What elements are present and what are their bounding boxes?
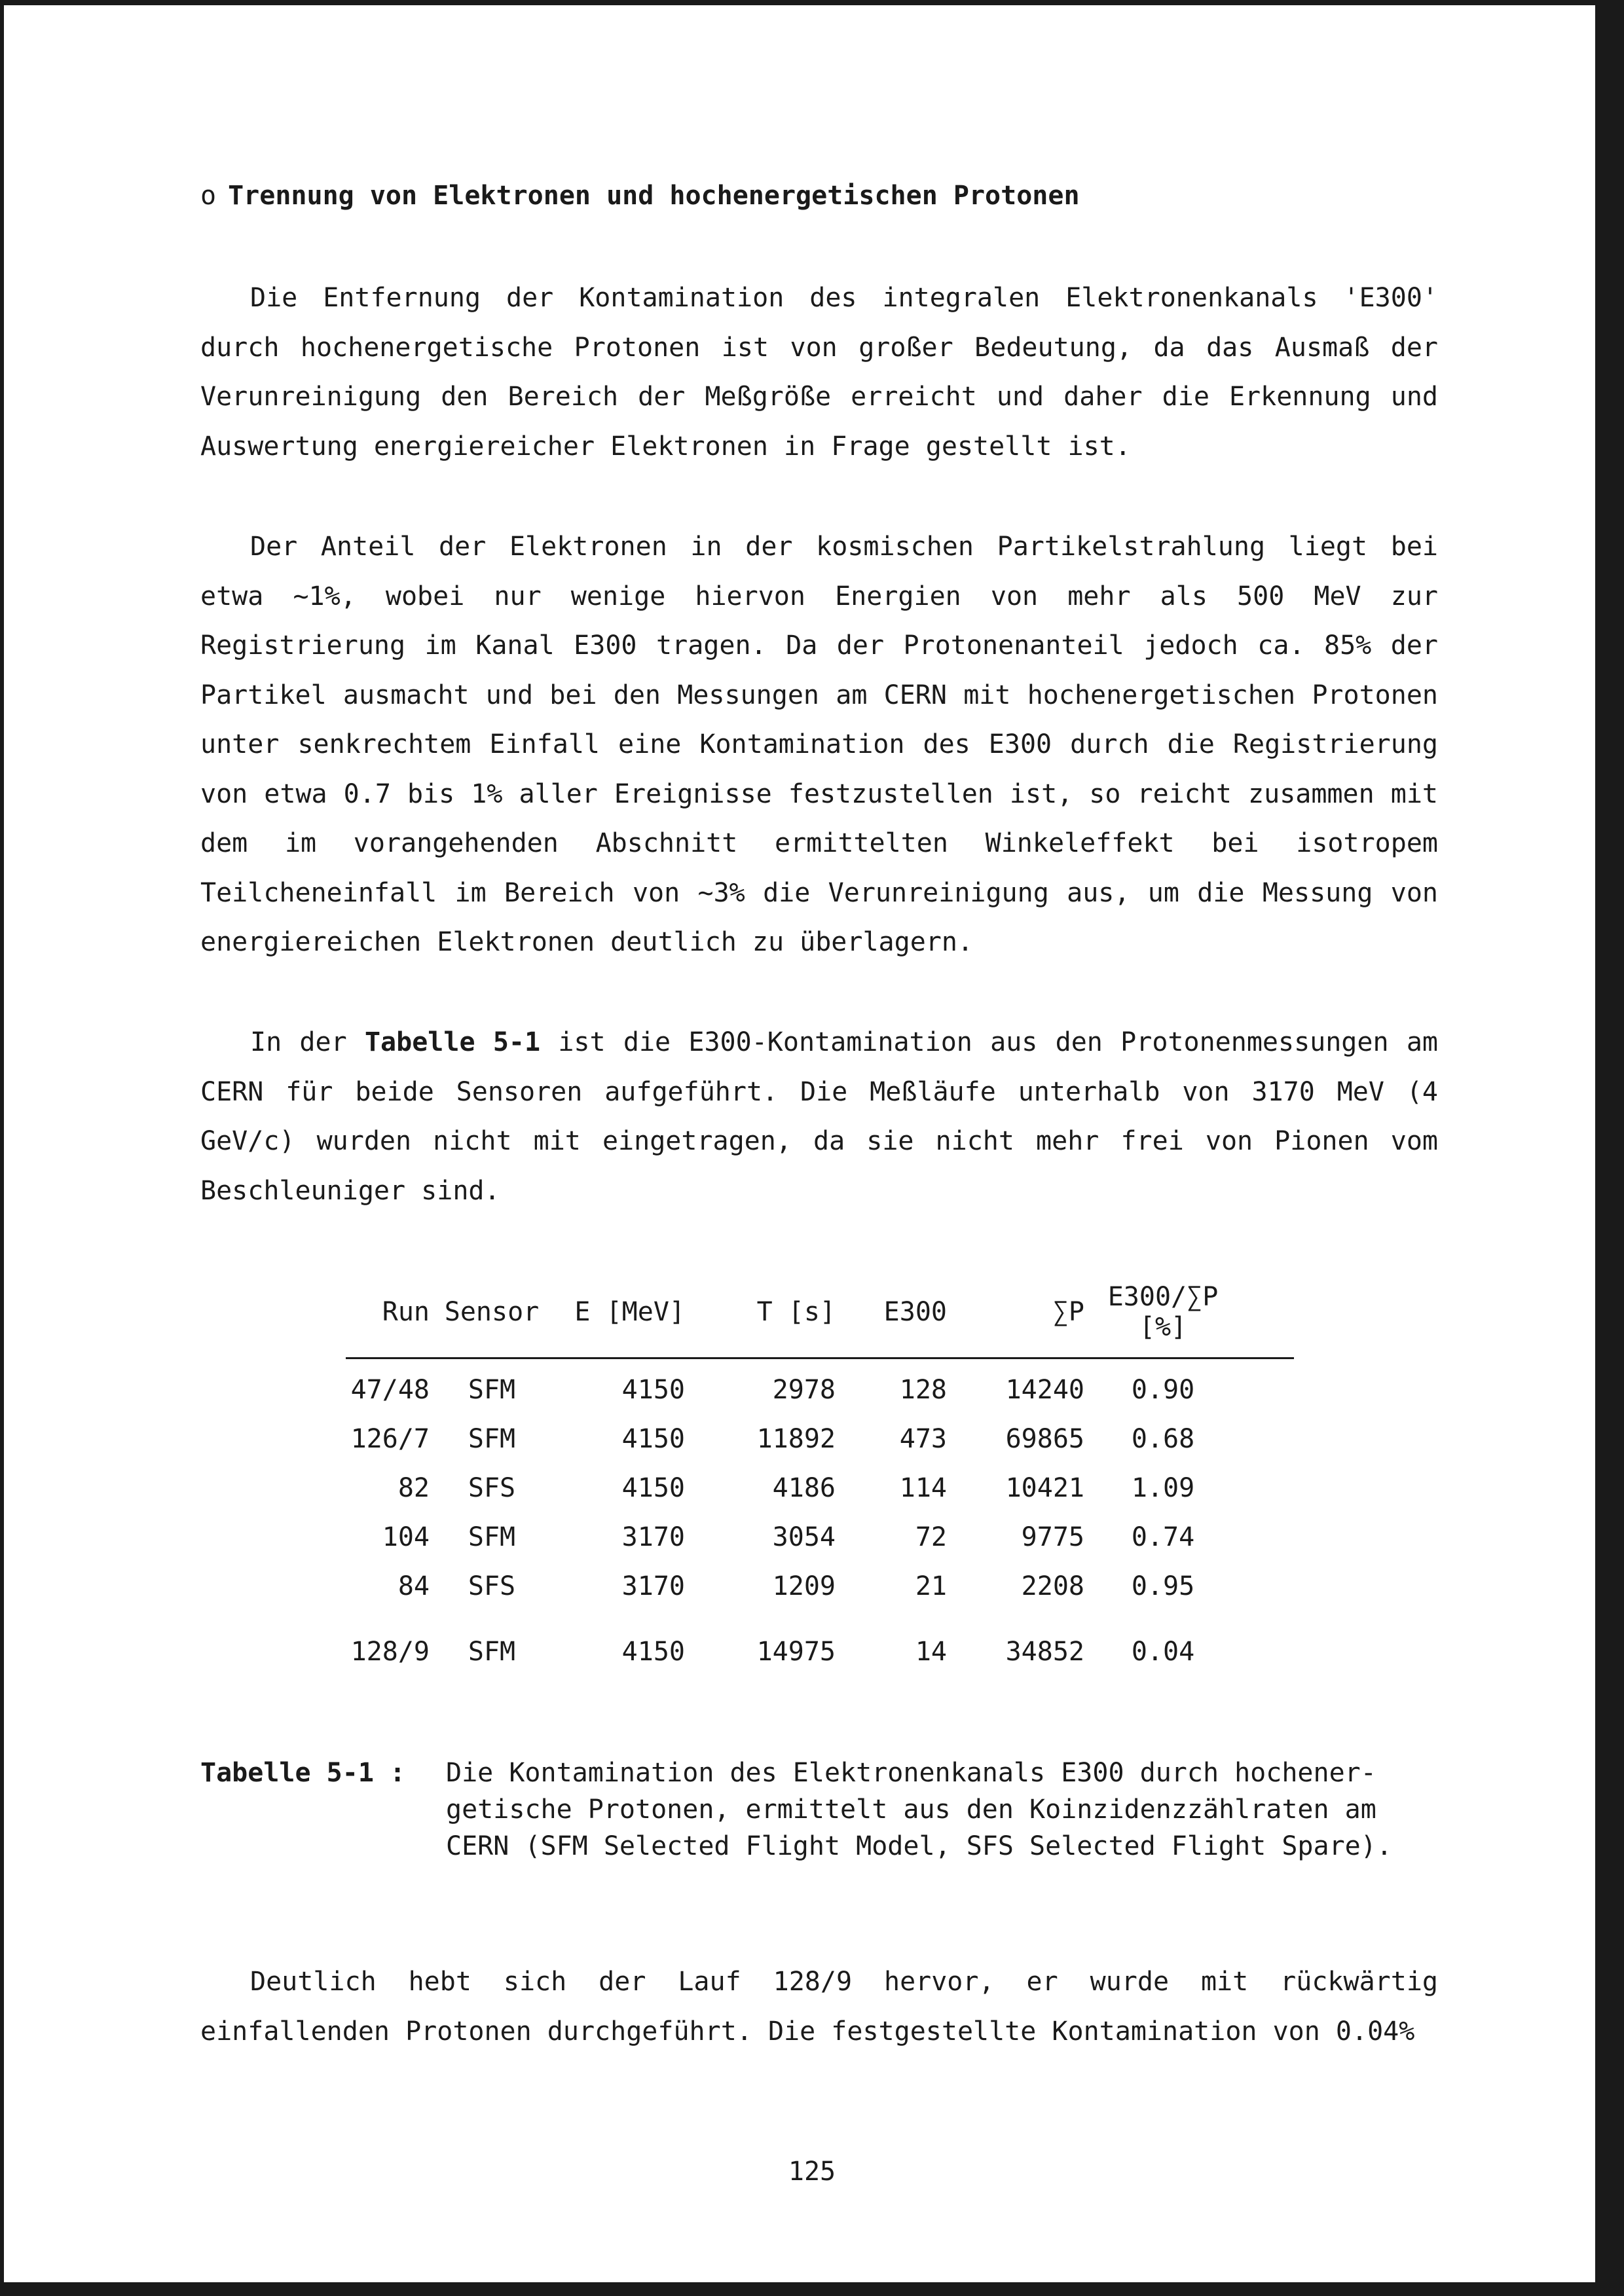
cell-e300: 114 — [899, 1472, 947, 1503]
contamination-table — [331, 1282, 1242, 1676]
paragraph-table-reference — [200, 1018, 1438, 1216]
cell-ratio: 1.09 — [1131, 1472, 1195, 1503]
header-ratio: E300/∑P [%] — [1107, 1282, 1219, 1342]
table-reference-link: Tabelle 5-1 — [364, 1027, 541, 1057]
cell-run: 128/9 — [350, 1636, 430, 1667]
cell-energy: 4150 — [621, 1636, 685, 1667]
cell-ratio: 0.68 — [1131, 1423, 1195, 1454]
table-header-row — [331, 1282, 1242, 1365]
caption-label: Tabelle 5-1 : — [200, 1758, 406, 1788]
paragraph-contamination-intro: Die Entfernung der Kontamination des integralen Elektronenkanals 'E300' durch hochenergetische Protonen ist von großer Bedeutung, da das Ausmaß der Verunreinigung den Bereich der Meßgröße erreicht und daher die Erkennung und Auswertung energiereicher Elektronen in Frage gestellt ist. — [200, 283, 1438, 462]
cell-energy: 3170 — [621, 1522, 685, 1552]
cell-e300: 128 — [899, 1374, 947, 1405]
cell-sum-p: 34852 — [1005, 1636, 1084, 1667]
cell-e300: 21 — [915, 1571, 947, 1601]
cell-energy: 4150 — [621, 1472, 685, 1503]
paragraph-table-reference-prefix: In der — [250, 1027, 347, 1057]
heading-bullet: o — [200, 181, 217, 211]
cell-energy: 3170 — [621, 1571, 685, 1601]
table-row — [331, 1611, 1242, 1676]
cell-ratio: 0.95 — [1131, 1571, 1195, 1601]
table-header-rule — [346, 1357, 1294, 1359]
cell-e300: 72 — [915, 1522, 947, 1552]
table-row — [331, 1561, 1242, 1611]
cell-run: 104 — [382, 1522, 430, 1552]
section-heading — [200, 181, 1080, 211]
cell-sum-p: 14240 — [1005, 1374, 1084, 1405]
cell-e300: 473 — [899, 1423, 947, 1454]
table-row — [331, 1414, 1242, 1463]
header-sensor: Sensor — [444, 1297, 540, 1327]
paragraph-electron-share: Der Anteil der Elektronen in der kosmischen Partikelstrahlung liegt bei etwa ~1%, wobei nur wenige hiervon Energien von mehr als 500 MeV zur Registrierung im Kanal E300 tragen. Da der Protonenanteil jedoch ca. 85% der Partikel ausmacht und bei den Messungen am CERN mit hochenergetischen Protonen unter senkrechtem Einfall eine Kontamination des E300 durch die Registrierung von etwa 0.7 bis 1% aller Ereignisse festzustellen ist, so reicht zusammen mit dem im vorangehenden Abschnitt ermittelten Winkeleffekt bei isotropem Teilcheneinfall im Bereich von ~3% die Verunreinigung aus, um die Messung von energiereichen Elektronen deutlich zu überlagern. — [200, 532, 1438, 957]
caption-line: CERN (SFM Selected Flight Model, SFS Selected Flight Spare). — [446, 1831, 1392, 1861]
cell-run: 47/48 — [350, 1374, 430, 1405]
header-time: T [s] — [756, 1297, 836, 1327]
cell-ratio: 0.90 — [1131, 1374, 1195, 1405]
cell-sum-p: 2208 — [1021, 1571, 1084, 1601]
header-e300: E300 — [883, 1297, 947, 1327]
cell-sensor: SFM — [468, 1423, 516, 1454]
cell-sum-p: 69865 — [1005, 1423, 1084, 1454]
cell-sensor: SFS — [468, 1472, 516, 1503]
table-row — [331, 1512, 1242, 1561]
cell-ratio: 0.74 — [1131, 1522, 1195, 1552]
cell-time: 1209 — [772, 1571, 836, 1601]
cell-time: 4186 — [772, 1472, 836, 1503]
cell-sensor: SFM — [468, 1374, 516, 1405]
cell-time: 11892 — [756, 1423, 836, 1454]
cell-ratio: 0.04 — [1131, 1636, 1195, 1667]
heading-title: Trennung von Elektronen und hochenergetischen Protonen — [228, 181, 1080, 211]
cell-e300: 14 — [915, 1636, 947, 1667]
cell-time: 14975 — [756, 1636, 836, 1667]
cell-energy: 4150 — [621, 1423, 685, 1454]
cell-run: 126/7 — [350, 1423, 430, 1454]
cell-sensor: SFM — [468, 1522, 516, 1552]
caption-line: Die Kontamination des Elektronenkanals E300 durch hochener- — [446, 1758, 1376, 1788]
cell-time: 3054 — [772, 1522, 836, 1552]
cell-sensor: SFS — [468, 1571, 516, 1601]
caption-line: getische Protonen, ermittelt aus den Koinzidenzzählraten am — [446, 1795, 1376, 1825]
cell-time: 2978 — [772, 1374, 836, 1405]
paragraph-table-reference-rest: ist die E300-Kontamination aus den Protonenmessungen am CERN für beide Sensoren aufgeführt. Die Meßläufe unterhalb von 3170 MeV (4 GeV/c) wurden nicht mit eingetragen, da sie nicht mehr frei von Pionen vom Beschleuniger sind. — [200, 1027, 1438, 1206]
cell-sum-p: 10421 — [1005, 1472, 1084, 1503]
header-run: Run — [382, 1297, 430, 1327]
cell-energy: 4150 — [621, 1374, 685, 1405]
header-sum-p: ∑P — [1052, 1297, 1084, 1327]
paragraph-run-128-9: Deutlich hebt sich der Lauf 128/9 hervor, er wurde mit rückwärtig einfallenden Protonen durchgeführt. Die festgestellte Kontamination von 0.04% — [200, 1967, 1438, 2047]
cell-run: 82 — [397, 1472, 430, 1503]
cell-sensor: SFM — [468, 1636, 516, 1667]
document-page — [4, 5, 1595, 2282]
page-number: 125 — [788, 2157, 836, 2187]
caption-text — [446, 1755, 1624, 1865]
table-row — [331, 1463, 1242, 1512]
table-row — [331, 1365, 1242, 1414]
header-energy: E [MeV] — [574, 1297, 685, 1327]
cell-run: 84 — [397, 1571, 430, 1601]
cell-sum-p: 9775 — [1021, 1522, 1084, 1552]
